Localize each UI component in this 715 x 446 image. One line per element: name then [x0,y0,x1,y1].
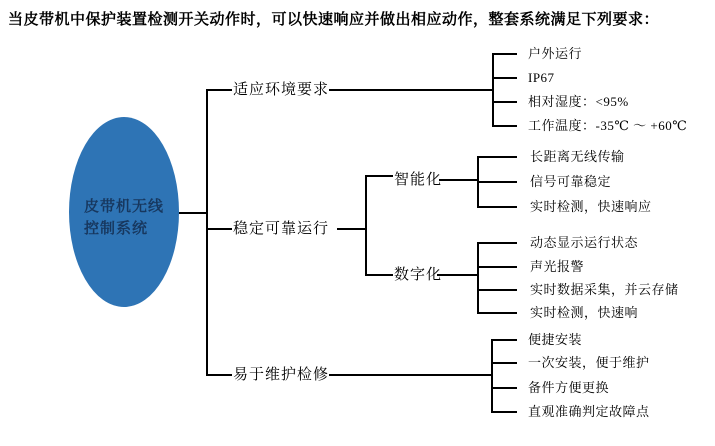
leaf-reliable-signal: 信号可靠稳定 [530,174,612,189]
root-node-label [84,196,164,240]
leaf-realtime-data-cloud: 实时数据采集，并云存储 [530,282,679,297]
branch-stability-label: 稳定可靠运行 [233,221,330,237]
branch1-bracket-lines [493,54,516,126]
leaf-easy-spare-parts: 备件方便更换 [528,380,610,395]
leaf-dynamic-status-display: 动态显示运行状态 [530,235,639,250]
leaf-outdoor-operation: 户外运行 [528,46,583,61]
subbranch-digital-label: 数字化 [394,267,443,283]
leaf-easy-install: 便捷安装 [528,332,583,347]
branch3-bracket-lines [492,340,516,412]
branch-environment-label: 适应环境要求 [233,82,330,98]
leaf-working-temperature: 工作温度：-35℃ ～ +60℃ [528,118,688,133]
leaf-fault-point-judgement: 直观准确判定故障点 [528,404,650,419]
leaf-relative-humidity: 相对湿度：<95% [528,94,629,109]
leaf-install-once: 一次安装，便于维护 [528,355,650,370]
leaf-long-distance-wireless: 长距离无线传输 [530,149,625,164]
branch2-bracket-lines [366,176,392,275]
root-node-label-line1: 皮带机无线 [84,199,165,215]
subbranch-smart-label: 智能化 [394,172,443,188]
subbranch-smart-bracket-lines [478,157,516,207]
leaf-realtime-detect-response: 实时检测，快速响应 [530,199,652,214]
root-node-label-line2: 控制系统 [84,221,149,237]
branch-maintenance-label: 易于维护检修 [233,367,330,383]
subbranch-digital-bracket-lines [478,243,516,313]
leaf-ip67: IP67 [528,70,555,85]
leaf-sound-light-alarm: 声光报警 [530,259,585,274]
diagram-title: 当皮带机中保护装置检测开关动作时，可以快速响应并做出相应动作，整套系统满足下列要求： [8,12,660,28]
leaf-realtime-detect-fast: 实时检测，快速响 [530,305,639,320]
connector-lines [179,54,516,412]
